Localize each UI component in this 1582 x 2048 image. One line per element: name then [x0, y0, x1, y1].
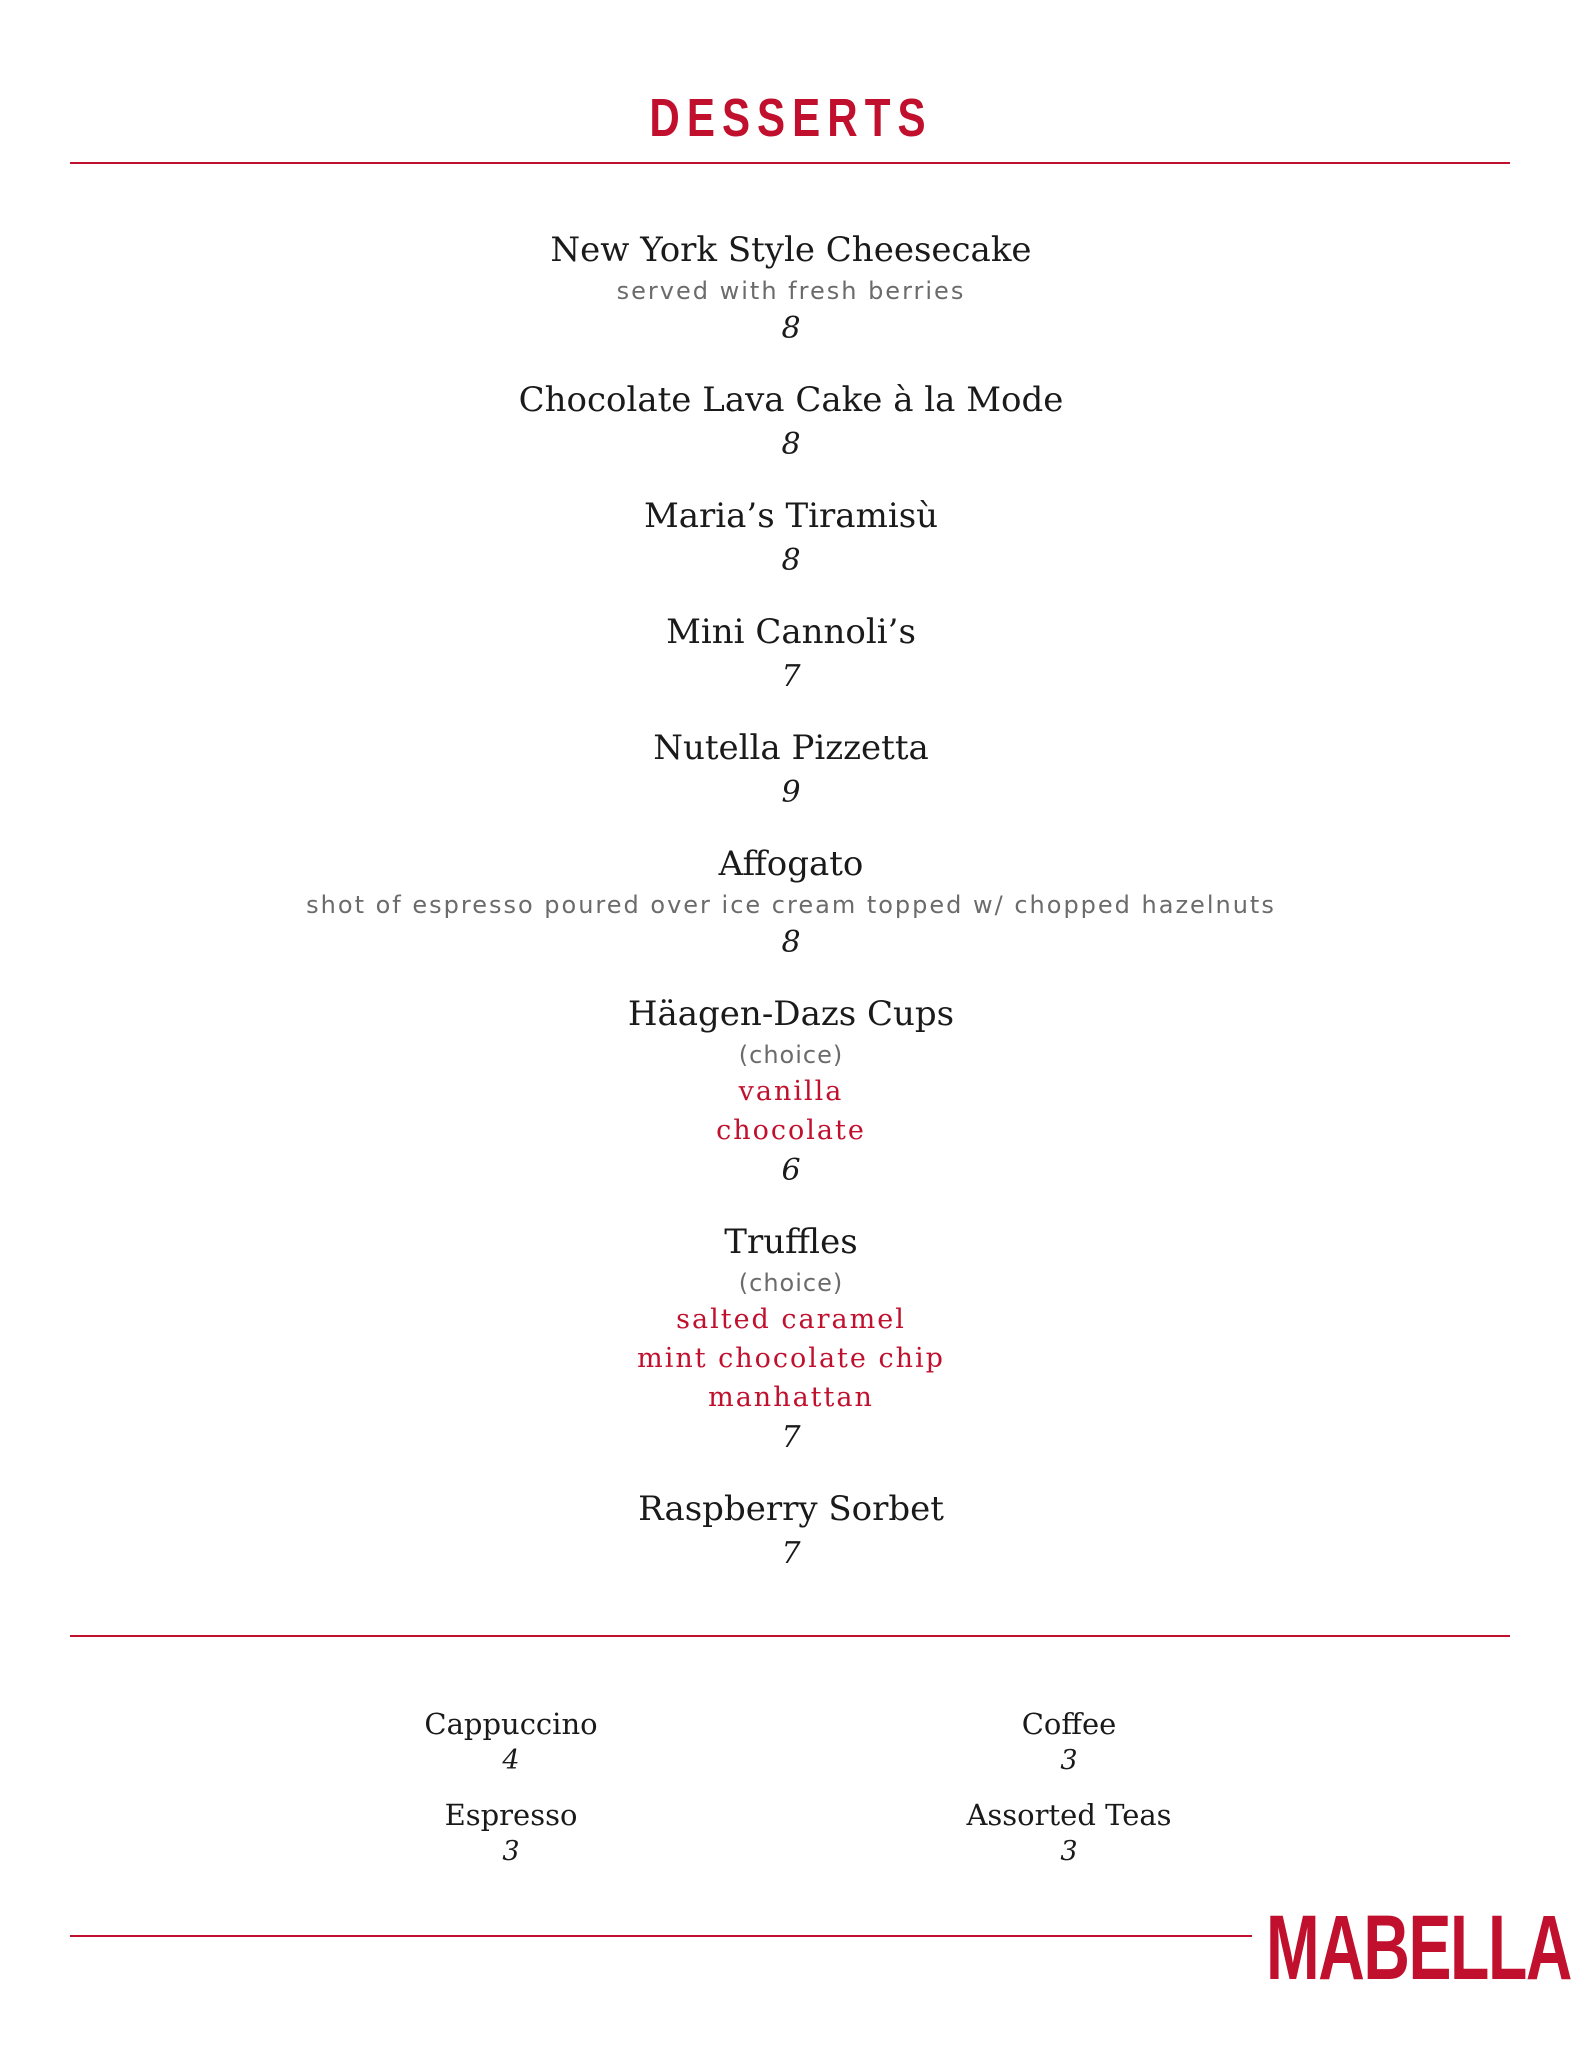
menu-item-cannoli [0, 608, 1582, 698]
item-price: 8 [781, 543, 801, 578]
option-item: salted caramel [676, 1304, 906, 1335]
drink-coffee [869, 1705, 1269, 1779]
drink-price: 4 [502, 1745, 520, 1776]
item-description: served with fresh berries [616, 277, 966, 305]
drink-price: 3 [1060, 1745, 1078, 1776]
choice-label: (choice) [738, 1269, 844, 1297]
item-name: Häagen-Dazs Cups [627, 994, 955, 1034]
menu-item-nutella-pizzetta [0, 724, 1582, 814]
item-price: 7 [781, 1536, 801, 1571]
top-divider [70, 162, 1510, 164]
item-name: New York Style Cheesecake [550, 230, 1032, 270]
middle-divider [70, 1635, 1510, 1637]
drink-name: Espresso [444, 1798, 578, 1832]
item-name: Chocolate Lava Cake à la Mode [518, 380, 1064, 420]
option-item: vanilla [738, 1076, 844, 1107]
item-price: 7 [781, 659, 801, 694]
menu-item-affogato [0, 840, 1582, 964]
menu-item-truffles [0, 1218, 1582, 1459]
drink-name: Cappuccino [424, 1707, 598, 1741]
drink-espresso [311, 1796, 711, 1870]
option-item: chocolate [716, 1115, 866, 1146]
item-price: 6 [781, 1153, 801, 1188]
item-price: 9 [781, 775, 801, 810]
item-name: Raspberry Sorbet [638, 1489, 944, 1529]
menu-item-haagen-dazs [0, 990, 1582, 1192]
item-price: 7 [781, 1420, 801, 1455]
bottom-divider [70, 1935, 1252, 1937]
mabella-logo: MABELLA [1266, 1897, 1572, 1999]
choice-label: (choice) [738, 1041, 844, 1069]
menu-item-tiramisu [0, 492, 1582, 582]
drink-price: 3 [1060, 1836, 1078, 1867]
item-name: Affogato [718, 844, 864, 884]
item-name: Mini Cannoli’s [666, 612, 916, 652]
drink-price: 3 [502, 1836, 520, 1867]
item-price: 8 [781, 427, 801, 462]
drink-assorted-teas [869, 1796, 1269, 1870]
dessert-menu [0, 226, 1582, 1601]
item-price: 8 [781, 925, 801, 960]
drink-name: Assorted Teas [966, 1798, 1172, 1832]
item-price: 8 [781, 311, 801, 346]
drink-cappuccino [311, 1705, 711, 1779]
page-title: DESSERTS [649, 88, 933, 148]
menu-item-raspberry-sorbet [0, 1485, 1582, 1575]
item-name: Nutella Pizzetta [653, 728, 929, 768]
item-description: shot of espresso poured over ice cream topped w/ chopped hazelnuts [306, 891, 1276, 919]
option-item: manhattan [708, 1382, 874, 1413]
menu-item-cheesecake [0, 226, 1582, 350]
item-name: Truffles [724, 1222, 858, 1262]
drink-name: Coffee [1021, 1707, 1117, 1741]
item-name: Maria’s Tiramisù [643, 496, 939, 536]
option-item: mint chocolate chip [637, 1343, 945, 1374]
menu-item-lava-cake [0, 376, 1582, 466]
